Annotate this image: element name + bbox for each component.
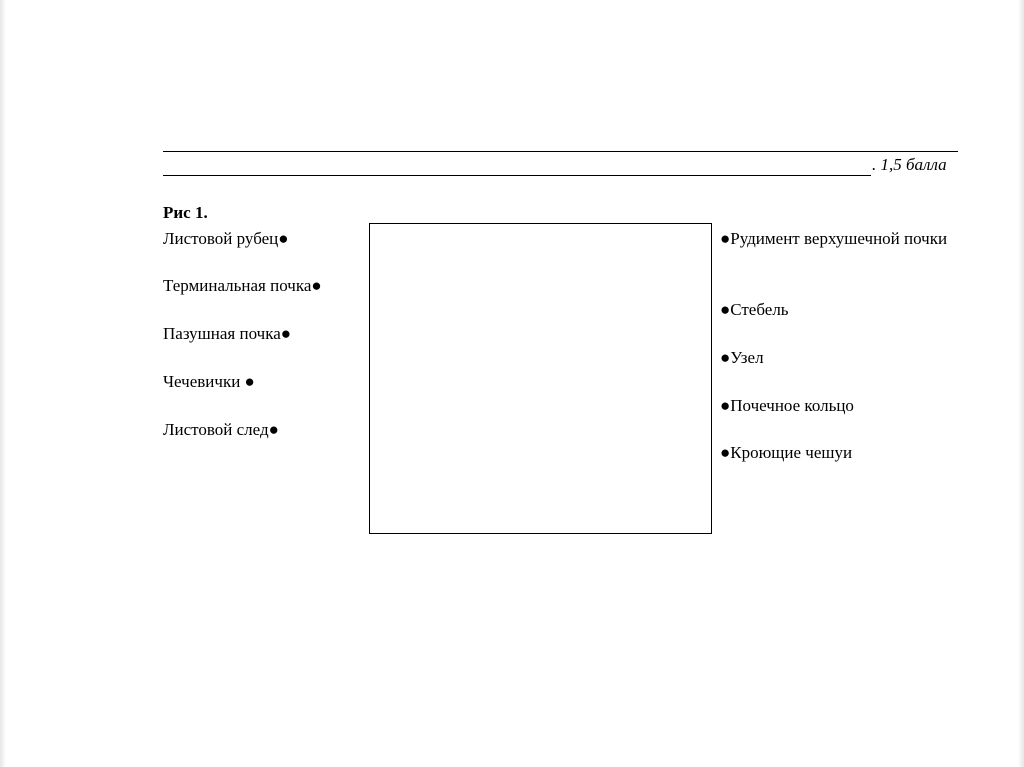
left-label-leaf-trace: Листовой след●	[163, 420, 279, 439]
answer-line-1	[163, 151, 958, 152]
left-label-terminal-bud: Терминальная почка●	[163, 276, 322, 295]
figure-image-frame	[369, 223, 712, 534]
left-label-lenticels: Чечевички ●	[163, 372, 255, 391]
score-text: . 1,5 балла	[872, 155, 947, 174]
right-label-bud-scales: ●Кроющие чешуи	[720, 443, 853, 462]
page-edge-right	[1018, 0, 1024, 767]
left-label-axillary-bud: Пазушная почка●	[163, 324, 292, 343]
page-edge-left	[0, 0, 6, 767]
right-label-apical-rudiment: ●Рудимент верхушечной почки	[720, 229, 948, 248]
right-label-stem: ●Стебель	[720, 300, 789, 319]
answer-line-2	[163, 175, 871, 176]
right-label-node: ●Узел	[720, 348, 764, 367]
left-label-leaf-scar: Листовой рубец●	[163, 229, 289, 248]
figure-title: Рис 1.	[163, 203, 208, 222]
right-label-bud-ring: ●Почечное кольцо	[720, 396, 854, 415]
